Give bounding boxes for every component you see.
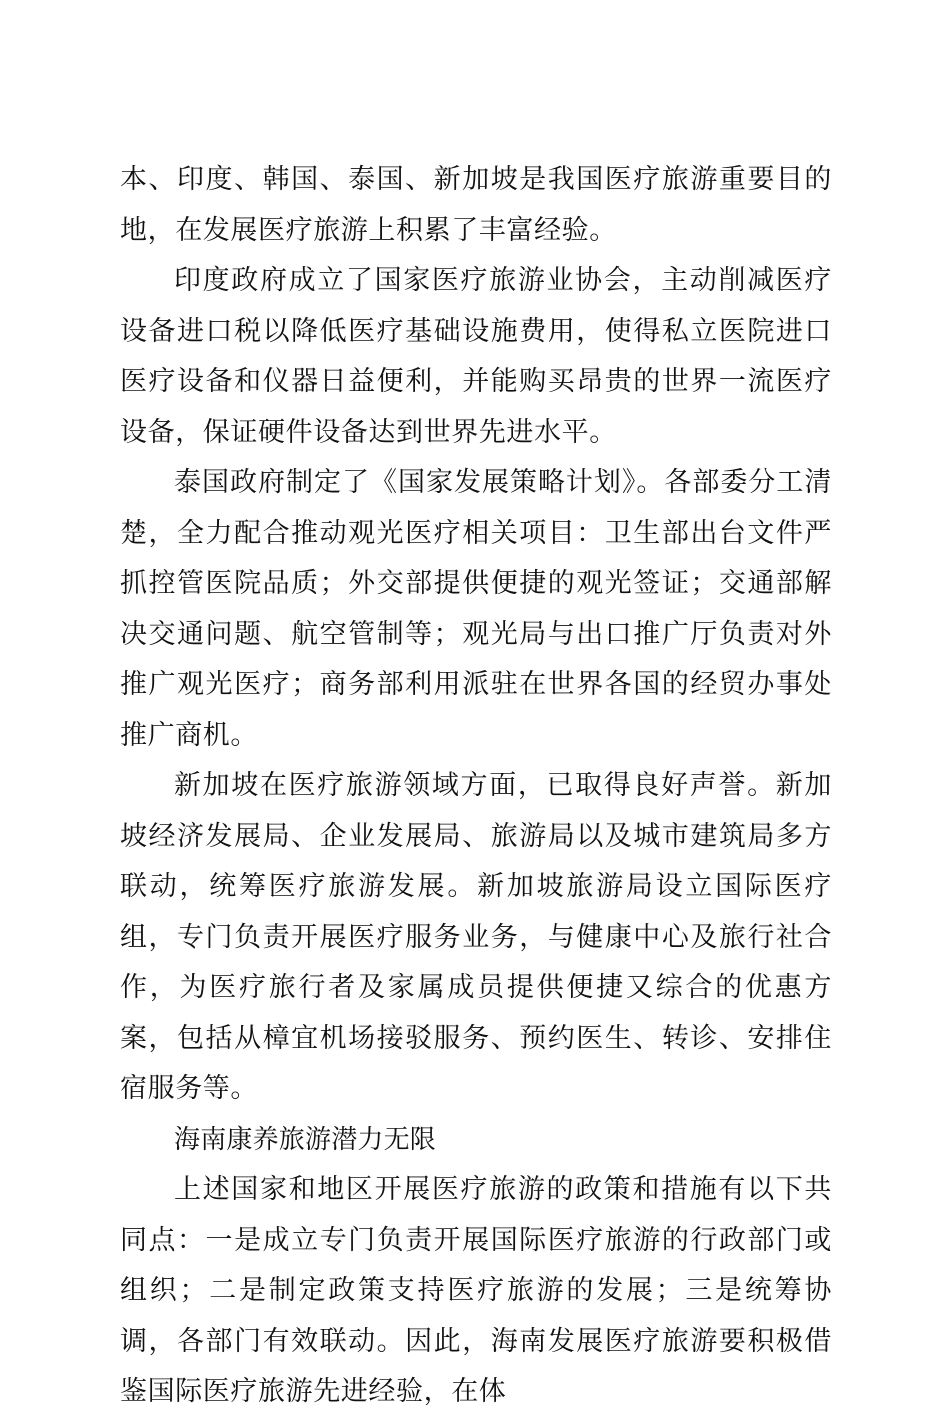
paragraph-summary: 上述国家和地区开展医疗旅游的政策和措施有以下共同点：一是成立专门负责开展国际医疗旅游的行政部门或组织；二是制定政策支持医疗旅游的发展；三是统筹协调，各部门有效联动。因此，海南发展医疗旅游要积极借鉴国际医疗旅游先进经验，在体 [120,1174,832,1407]
section-heading: 海南康养旅游潜力无限 [174,1124,437,1155]
paragraph-singapore: 新加坡在医疗旅游领域方面，已取得良好声誉。新加坡经济发展局、企业发展局、旅游局以及城市建筑局多方联动，统筹医疗旅游发展。新加坡旅游局设立国际医疗组，专门负责开展医疗服务业务，与健康中心及旅行社合作，为医疗旅行者及家属成员提供便捷又综合的优惠方案，包括从樟宜机场接驳服务、预约医生、转诊、安排住宿服务等。 [120,770,832,1104]
paragraph-india: 印度政府成立了国家医疗旅游业协会，主动削减医疗设备进口税以降低医疗基础设施费用，使得私立医院进口医疗设备和仪器日益便利，并能购买昂贵的世界一流医疗设备，保证硬件设备达到世界先进水平。 [120,265,832,448]
paragraph-continuation: 本、印度、韩国、泰国、新加坡是我国医疗旅游重要目的地，在发展医疗旅游上积累了丰富经验。 [120,164,832,246]
document-page [120,155,832,1418]
paragraph-thailand: 泰国政府制定了《国家发展策略计划》。各部委分工清楚，全力配合推动观光医疗相关项目：卫生部出台文件严抓控管医院品质；外交部提供便捷的观光签证；交通部解决交通问题、航空管制等；观光局与出口推广厅负责对外推广观光医疗；商务部利用派驻在世界各国的经贸办事处推广商机。 [120,467,832,751]
